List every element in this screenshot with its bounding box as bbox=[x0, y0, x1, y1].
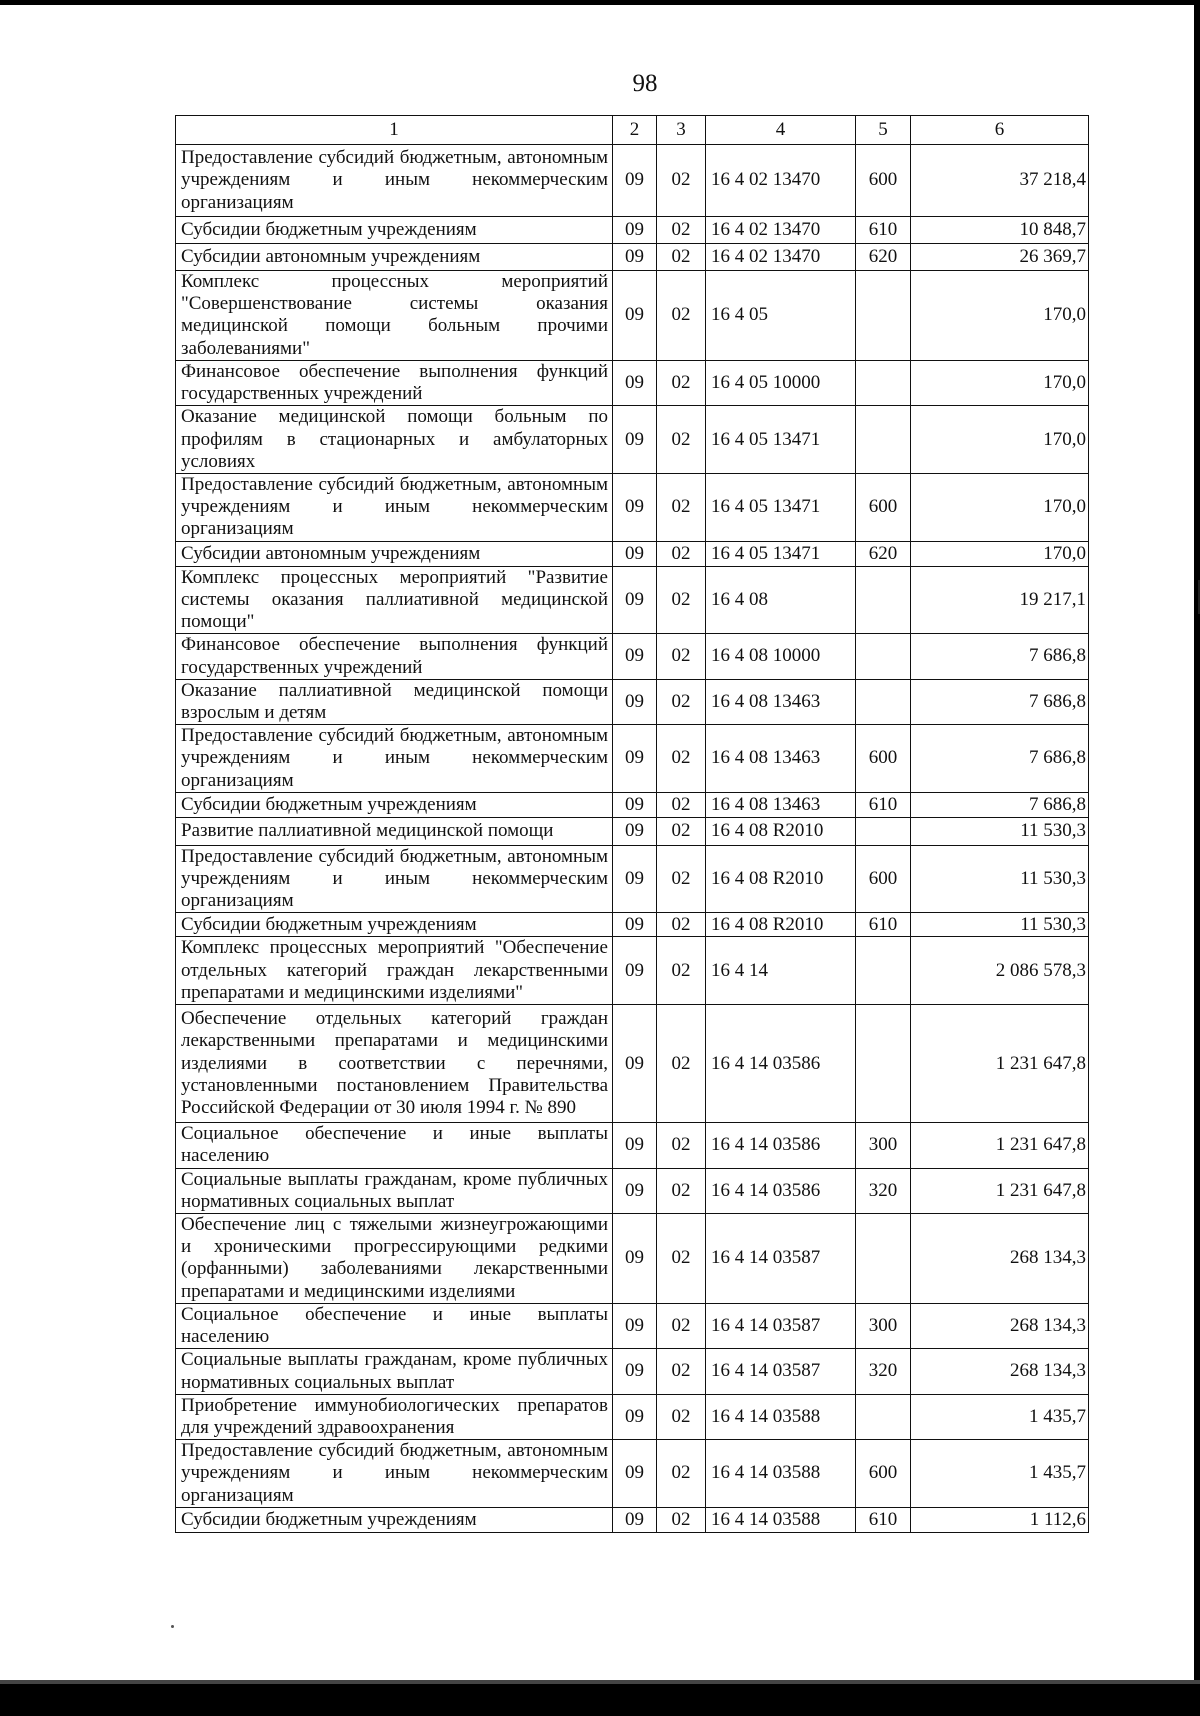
scan-edge-top bbox=[0, 0, 1200, 5]
cell-name: Субсидии автономным учреждениям bbox=[176, 541, 613, 566]
cell-target-code: 16 4 14 03587 bbox=[706, 1303, 856, 1348]
cell-amount: 7 686,8 bbox=[911, 725, 1089, 793]
cell-section: 09 bbox=[613, 566, 657, 634]
table-row bbox=[176, 244, 1089, 271]
table-row bbox=[176, 1507, 1089, 1532]
cell-section: 09 bbox=[613, 937, 657, 1005]
table-row bbox=[176, 725, 1089, 793]
table-row bbox=[176, 360, 1089, 405]
cell-amount: 11 530,3 bbox=[911, 913, 1089, 937]
cell-subsection: 02 bbox=[657, 1123, 706, 1168]
cell-name: Развитие паллиативной медицинской помощи bbox=[176, 817, 613, 845]
cell-target-code: 16 4 02 13470 bbox=[706, 145, 856, 217]
table-row bbox=[176, 913, 1089, 937]
table-row bbox=[176, 473, 1089, 541]
cell-subsection: 02 bbox=[657, 271, 706, 361]
cell-subsection: 02 bbox=[657, 1168, 706, 1213]
scan-edge-bottom-line bbox=[0, 1680, 1200, 1684]
cell-target-code: 16 4 02 13470 bbox=[706, 217, 856, 244]
cell-subsection: 02 bbox=[657, 634, 706, 679]
table-row bbox=[176, 1394, 1089, 1439]
cell-amount: 1 231 647,8 bbox=[911, 1168, 1089, 1213]
cell-subsection: 02 bbox=[657, 913, 706, 937]
cell-expense-type bbox=[856, 360, 911, 405]
cell-section: 09 bbox=[613, 1507, 657, 1532]
cell-amount: 268 134,3 bbox=[911, 1214, 1089, 1304]
cell-section: 09 bbox=[613, 792, 657, 817]
scan-edge-right bbox=[1194, 0, 1200, 1716]
cell-target-code: 16 4 14 03588 bbox=[706, 1440, 856, 1508]
cell-expense-type bbox=[856, 271, 911, 361]
cell-subsection: 02 bbox=[657, 1303, 706, 1348]
cell-section: 09 bbox=[613, 1123, 657, 1168]
cell-subsection: 02 bbox=[657, 937, 706, 1005]
table-row bbox=[176, 845, 1089, 913]
header-col-3: 3 bbox=[657, 116, 706, 145]
table-row bbox=[176, 1168, 1089, 1213]
cell-expense-type: 600 bbox=[856, 845, 911, 913]
cell-amount: 1 231 647,8 bbox=[911, 1123, 1089, 1168]
cell-expense-type: 600 bbox=[856, 725, 911, 793]
cell-section: 09 bbox=[613, 1214, 657, 1304]
cell-subsection: 02 bbox=[657, 679, 706, 724]
cell-target-code: 16 4 14 03588 bbox=[706, 1507, 856, 1532]
cell-subsection: 02 bbox=[657, 817, 706, 845]
table-row bbox=[176, 1440, 1089, 1508]
table-row bbox=[176, 1005, 1089, 1123]
cell-expense-type: 320 bbox=[856, 1168, 911, 1213]
cell-amount: 2 086 578,3 bbox=[911, 937, 1089, 1005]
cell-section: 09 bbox=[613, 817, 657, 845]
table-row bbox=[176, 937, 1089, 1005]
cell-target-code: 16 4 05 10000 bbox=[706, 360, 856, 405]
scan-edge-bottom bbox=[0, 1680, 1200, 1716]
cell-subsection: 02 bbox=[657, 1394, 706, 1439]
cell-section: 09 bbox=[613, 845, 657, 913]
cell-subsection: 02 bbox=[657, 541, 706, 566]
cell-section: 09 bbox=[613, 1168, 657, 1213]
cell-expense-type: 600 bbox=[856, 1440, 911, 1508]
cell-amount: 170,0 bbox=[911, 541, 1089, 566]
cell-amount: 170,0 bbox=[911, 271, 1089, 361]
cell-expense-type: 600 bbox=[856, 473, 911, 541]
table-body bbox=[176, 145, 1089, 1533]
cell-section: 09 bbox=[613, 406, 657, 474]
cell-target-code: 16 4 08 R2010 bbox=[706, 817, 856, 845]
cell-expense-type: 610 bbox=[856, 792, 911, 817]
cell-amount: 19 217,1 bbox=[911, 566, 1089, 634]
table-row bbox=[176, 1123, 1089, 1168]
cell-subsection: 02 bbox=[657, 244, 706, 271]
cell-target-code: 16 4 08 R2010 bbox=[706, 913, 856, 937]
cell-subsection: 02 bbox=[657, 217, 706, 244]
cell-name: Приобретение иммунобиологических препаратов для учреждений здравоохранения bbox=[176, 1394, 613, 1439]
cell-target-code: 16 4 02 13470 bbox=[706, 244, 856, 271]
cell-target-code: 16 4 05 13471 bbox=[706, 541, 856, 566]
cell-name: Субсидии автономным учреждениям bbox=[176, 244, 613, 271]
cell-subsection: 02 bbox=[657, 360, 706, 405]
cell-subsection: 02 bbox=[657, 1440, 706, 1508]
cell-name: Субсидии бюджетным учреждениям bbox=[176, 217, 613, 244]
table-row bbox=[176, 406, 1089, 474]
cell-target-code: 16 4 14 bbox=[706, 937, 856, 1005]
cell-name: Финансовое обеспечение выполнения функций государственных учреждений bbox=[176, 360, 613, 405]
cell-name: Оказание медицинской помощи больным по профилям в стационарных и амбулаторных условиях bbox=[176, 406, 613, 474]
cell-name: Оказание паллиативной медицинской помощи взрослым и детям bbox=[176, 679, 613, 724]
cell-name: Субсидии бюджетным учреждениям bbox=[176, 792, 613, 817]
cell-target-code: 16 4 14 03587 bbox=[706, 1214, 856, 1304]
cell-name: Предоставление субсидий бюджетным, автономным учреждениям и иным некоммерческим организациям bbox=[176, 145, 613, 217]
cell-name: Социальные выплаты гражданам, кроме публичных нормативных социальных выплат bbox=[176, 1349, 613, 1394]
table-row bbox=[176, 1303, 1089, 1348]
cell-target-code: 16 4 08 bbox=[706, 566, 856, 634]
cell-name: Комплекс процессных мероприятий "Развитие системы оказания паллиативной медицинской помощи" bbox=[176, 566, 613, 634]
scan-speck bbox=[171, 1625, 174, 1628]
cell-section: 09 bbox=[613, 360, 657, 405]
cell-section: 09 bbox=[613, 1005, 657, 1123]
cell-subsection: 02 bbox=[657, 1005, 706, 1123]
cell-expense-type: 610 bbox=[856, 913, 911, 937]
cell-expense-type bbox=[856, 817, 911, 845]
cell-expense-type bbox=[856, 634, 911, 679]
table-row bbox=[176, 566, 1089, 634]
cell-expense-type bbox=[856, 679, 911, 724]
cell-amount: 170,0 bbox=[911, 360, 1089, 405]
cell-section: 09 bbox=[613, 244, 657, 271]
cell-subsection: 02 bbox=[657, 473, 706, 541]
cell-subsection: 02 bbox=[657, 1214, 706, 1304]
cell-section: 09 bbox=[613, 679, 657, 724]
cell-section: 09 bbox=[613, 541, 657, 566]
cell-amount: 1 112,6 bbox=[911, 1507, 1089, 1532]
cell-amount: 268 134,3 bbox=[911, 1349, 1089, 1394]
cell-amount: 7 686,8 bbox=[911, 792, 1089, 817]
cell-expense-type bbox=[856, 1005, 911, 1123]
cell-expense-type: 610 bbox=[856, 217, 911, 244]
cell-name: Комплекс процессных мероприятий "Обеспечение отдельных категорий граждан лекарственными препаратами и медицинскими изделиями" bbox=[176, 937, 613, 1005]
cell-name: Обеспечение лиц с тяжелыми жизнеугрожающими и хроническими прогрессирующими редкими (орфанными) заболеваниями лекарственными препаратами и медицинскими изделиями bbox=[176, 1214, 613, 1304]
cell-amount: 37 218,4 bbox=[911, 145, 1089, 217]
cell-expense-type: 300 bbox=[856, 1123, 911, 1168]
cell-name: Субсидии бюджетным учреждениям bbox=[176, 913, 613, 937]
cell-amount: 1 231 647,8 bbox=[911, 1005, 1089, 1123]
cell-name: Социальное обеспечение и иные выплаты населению bbox=[176, 1123, 613, 1168]
cell-section: 09 bbox=[613, 634, 657, 679]
cell-amount: 170,0 bbox=[911, 406, 1089, 474]
cell-expense-type: 600 bbox=[856, 145, 911, 217]
header-row bbox=[176, 116, 1089, 145]
cell-name: Социальные выплаты гражданам, кроме публичных нормативных социальных выплат bbox=[176, 1168, 613, 1213]
cell-target-code: 16 4 05 13471 bbox=[706, 473, 856, 541]
cell-section: 09 bbox=[613, 1440, 657, 1508]
cell-subsection: 02 bbox=[657, 145, 706, 217]
table-row bbox=[176, 1214, 1089, 1304]
cell-amount: 170,0 bbox=[911, 473, 1089, 541]
cell-section: 09 bbox=[613, 913, 657, 937]
cell-section: 09 bbox=[613, 217, 657, 244]
cell-target-code: 16 4 14 03586 bbox=[706, 1168, 856, 1213]
table-row bbox=[176, 271, 1089, 361]
cell-name: Комплекс процессных мероприятий "Совершенствование системы оказания медицинской помощи больным прочими заболеваниями" bbox=[176, 271, 613, 361]
table-row bbox=[176, 217, 1089, 244]
cell-name: Предоставление субсидий бюджетным, автономным учреждениям и иным некоммерческим организациям bbox=[176, 845, 613, 913]
cell-amount: 7 686,8 bbox=[911, 634, 1089, 679]
cell-section: 09 bbox=[613, 725, 657, 793]
cell-target-code: 16 4 14 03587 bbox=[706, 1349, 856, 1394]
cell-amount: 268 134,3 bbox=[911, 1303, 1089, 1348]
table-row bbox=[176, 145, 1089, 217]
cell-expense-type bbox=[856, 566, 911, 634]
cell-expense-type: 620 bbox=[856, 541, 911, 566]
cell-target-code: 16 4 08 13463 bbox=[706, 792, 856, 817]
cell-target-code: 16 4 14 03586 bbox=[706, 1005, 856, 1123]
header-col-6: 6 bbox=[911, 116, 1089, 145]
header-col-5: 5 bbox=[856, 116, 911, 145]
header-col-2: 2 bbox=[613, 116, 657, 145]
cell-target-code: 16 4 05 bbox=[706, 271, 856, 361]
cell-expense-type: 320 bbox=[856, 1349, 911, 1394]
cell-name: Субсидии бюджетным учреждениям bbox=[176, 1507, 613, 1532]
cell-section: 09 bbox=[613, 271, 657, 361]
cell-name: Предоставление субсидий бюджетным, автономным учреждениям и иным некоммерческим организациям bbox=[176, 1440, 613, 1508]
cell-expense-type: 300 bbox=[856, 1303, 911, 1348]
cell-expense-type bbox=[856, 937, 911, 1005]
cell-section: 09 bbox=[613, 145, 657, 217]
cell-subsection: 02 bbox=[657, 566, 706, 634]
page-number: 98 bbox=[632, 70, 658, 97]
cell-amount: 7 686,8 bbox=[911, 679, 1089, 724]
table-row bbox=[176, 1349, 1089, 1394]
cell-name: Финансовое обеспечение выполнения функций государственных учреждений bbox=[176, 634, 613, 679]
cell-amount: 1 435,7 bbox=[911, 1394, 1089, 1439]
table-row bbox=[176, 541, 1089, 566]
cell-name: Предоставление субсидий бюджетным, автономным учреждениям и иным некоммерческим организациям bbox=[176, 473, 613, 541]
cell-amount: 11 530,3 bbox=[911, 817, 1089, 845]
cell-name: Социальное обеспечение и иные выплаты населению bbox=[176, 1303, 613, 1348]
cell-section: 09 bbox=[613, 473, 657, 541]
cell-target-code: 16 4 08 13463 bbox=[706, 679, 856, 724]
cell-expense-type: 620 bbox=[856, 244, 911, 271]
header-col-4: 4 bbox=[706, 116, 856, 145]
cell-name: Обеспечение отдельных категорий граждан лекарственными препаратами и медицинскими изделиями в соответствии с перечнями, установленными постановлением Правительства Российской Федерации от 30 июля 1994 г. № 890 bbox=[176, 1005, 613, 1123]
header-col-1: 1 bbox=[176, 116, 613, 145]
cell-name: Предоставление субсидий бюджетным, автономным учреждениям и иным некоммерческим организациям bbox=[176, 725, 613, 793]
budget-table bbox=[175, 115, 1089, 1533]
cell-expense-type: 610 bbox=[856, 1507, 911, 1532]
cell-target-code: 16 4 14 03588 bbox=[706, 1394, 856, 1439]
cell-expense-type bbox=[856, 1394, 911, 1439]
table-row bbox=[176, 634, 1089, 679]
cell-section: 09 bbox=[613, 1394, 657, 1439]
cell-amount: 1 435,7 bbox=[911, 1440, 1089, 1508]
cell-target-code: 16 4 08 R2010 bbox=[706, 845, 856, 913]
cell-amount: 26 369,7 bbox=[911, 244, 1089, 271]
cell-subsection: 02 bbox=[657, 1349, 706, 1394]
cell-target-code: 16 4 08 10000 bbox=[706, 634, 856, 679]
cell-expense-type bbox=[856, 406, 911, 474]
cell-target-code: 16 4 05 13471 bbox=[706, 406, 856, 474]
cell-amount: 10 848,7 bbox=[911, 217, 1089, 244]
cell-section: 09 bbox=[613, 1303, 657, 1348]
cell-subsection: 02 bbox=[657, 845, 706, 913]
cell-subsection: 02 bbox=[657, 1507, 706, 1532]
cell-amount: 11 530,3 bbox=[911, 845, 1089, 913]
cell-subsection: 02 bbox=[657, 725, 706, 793]
cell-expense-type bbox=[856, 1214, 911, 1304]
cell-target-code: 16 4 08 13463 bbox=[706, 725, 856, 793]
table-row bbox=[176, 679, 1089, 724]
cell-subsection: 02 bbox=[657, 792, 706, 817]
cell-section: 09 bbox=[613, 1349, 657, 1394]
table-row bbox=[176, 792, 1089, 817]
table-row bbox=[176, 817, 1089, 845]
cell-target-code: 16 4 14 03586 bbox=[706, 1123, 856, 1168]
cell-subsection: 02 bbox=[657, 406, 706, 474]
